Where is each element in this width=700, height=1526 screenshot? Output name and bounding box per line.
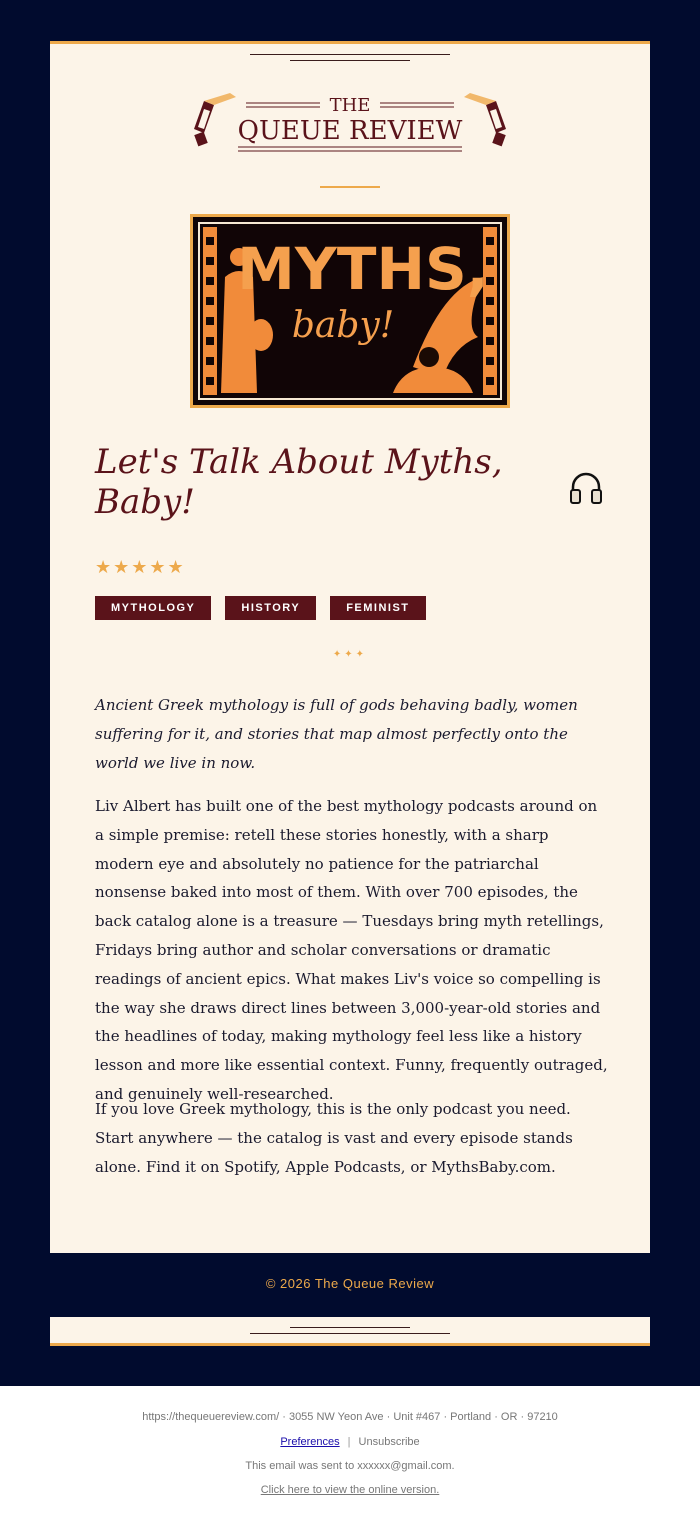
logo-the-text: THE xyxy=(329,95,371,116)
footer-rule-top xyxy=(290,1327,410,1328)
header-rule-top xyxy=(250,54,450,55)
left-lamp-icon xyxy=(194,93,236,146)
hero-image-frame[interactable] xyxy=(190,214,510,408)
podcast-cover-image xyxy=(193,217,507,405)
link-separator: | xyxy=(347,1436,351,1448)
ornament-divider: ✦✦✦ xyxy=(332,649,368,660)
newsletter-card xyxy=(50,41,650,1253)
hero-subtitle-text: baby! xyxy=(291,305,395,346)
star-rating: ★★★★★ xyxy=(95,557,186,578)
sent-to-text: This email was sent to xxxxxx@gmail.com. xyxy=(245,1460,455,1472)
tag-mythology[interactable]: MYTHOLOGY xyxy=(95,596,211,620)
logo-name-text: QUEUE REVIEW xyxy=(237,116,463,146)
tag-feminist[interactable]: FEMINIST xyxy=(330,596,425,620)
queue-review-logo[interactable] xyxy=(190,91,510,157)
hero-title-text: MYTHS, xyxy=(237,235,489,303)
tag-list xyxy=(95,596,426,620)
copyright-text: © 2026 The Queue Review xyxy=(265,1276,435,1291)
bottom-ornament-strip xyxy=(50,1317,650,1346)
email-footer xyxy=(0,1386,700,1526)
preferences-link[interactable]: Preferences xyxy=(280,1436,340,1448)
right-lamp-icon xyxy=(464,93,506,146)
footer-rule-bottom xyxy=(250,1333,450,1334)
footer-address: https://thequeuereview.com/ · 3055 NW Yeon Ave · Unit #467 · Portland · OR · 97210 xyxy=(142,1411,558,1423)
tag-history[interactable]: HISTORY xyxy=(225,596,316,620)
article-paragraph-2: If you love Greek mythology, this is the only podcast you need. Start anywhere — the catalog is vast and every episode stands alone. Find it on Spotify, Apple Podcasts, or MythsBaby.com. xyxy=(95,1100,573,1176)
online-version-text xyxy=(0,1484,700,1496)
article-title: Let's Talk About Myths, Baby! xyxy=(95,442,503,522)
article-lead: Ancient Greek mythology is full of gods behaving badly, women suffering for it, and stories that map almost perfectly onto the world we live in now. xyxy=(95,696,578,772)
footer-links xyxy=(0,1436,700,1448)
online-version-link[interactable]: Click here to view the online version. xyxy=(260,1484,440,1496)
accent-divider xyxy=(320,186,380,188)
headphones-icon[interactable] xyxy=(568,470,604,506)
unsubscribe-link[interactable]: Unsubscribe xyxy=(358,1436,420,1448)
header-rule-bottom xyxy=(290,60,410,61)
article-paragraph-1: Liv Albert has built one of the best mythology podcasts around on a simple premise: retell these stories honestly, with a sharp modern eye and absolutely no patience for the patriarchal nonsense baked into most of them. With over 700 episodes, the back catalog alone is a treasure — Tuesdays bring myth retellings, Fridays bring author and scholar conversations or dramatic readings of ancient epics. What makes Liv's voice so compelling is the way she draws direct lines between 3,000-year-old stories and the headlines of today, making mythology feel less like a history lesson and more like essential context. Funny, frequently outraged, and genuinely well-researched. xyxy=(95,797,608,1103)
